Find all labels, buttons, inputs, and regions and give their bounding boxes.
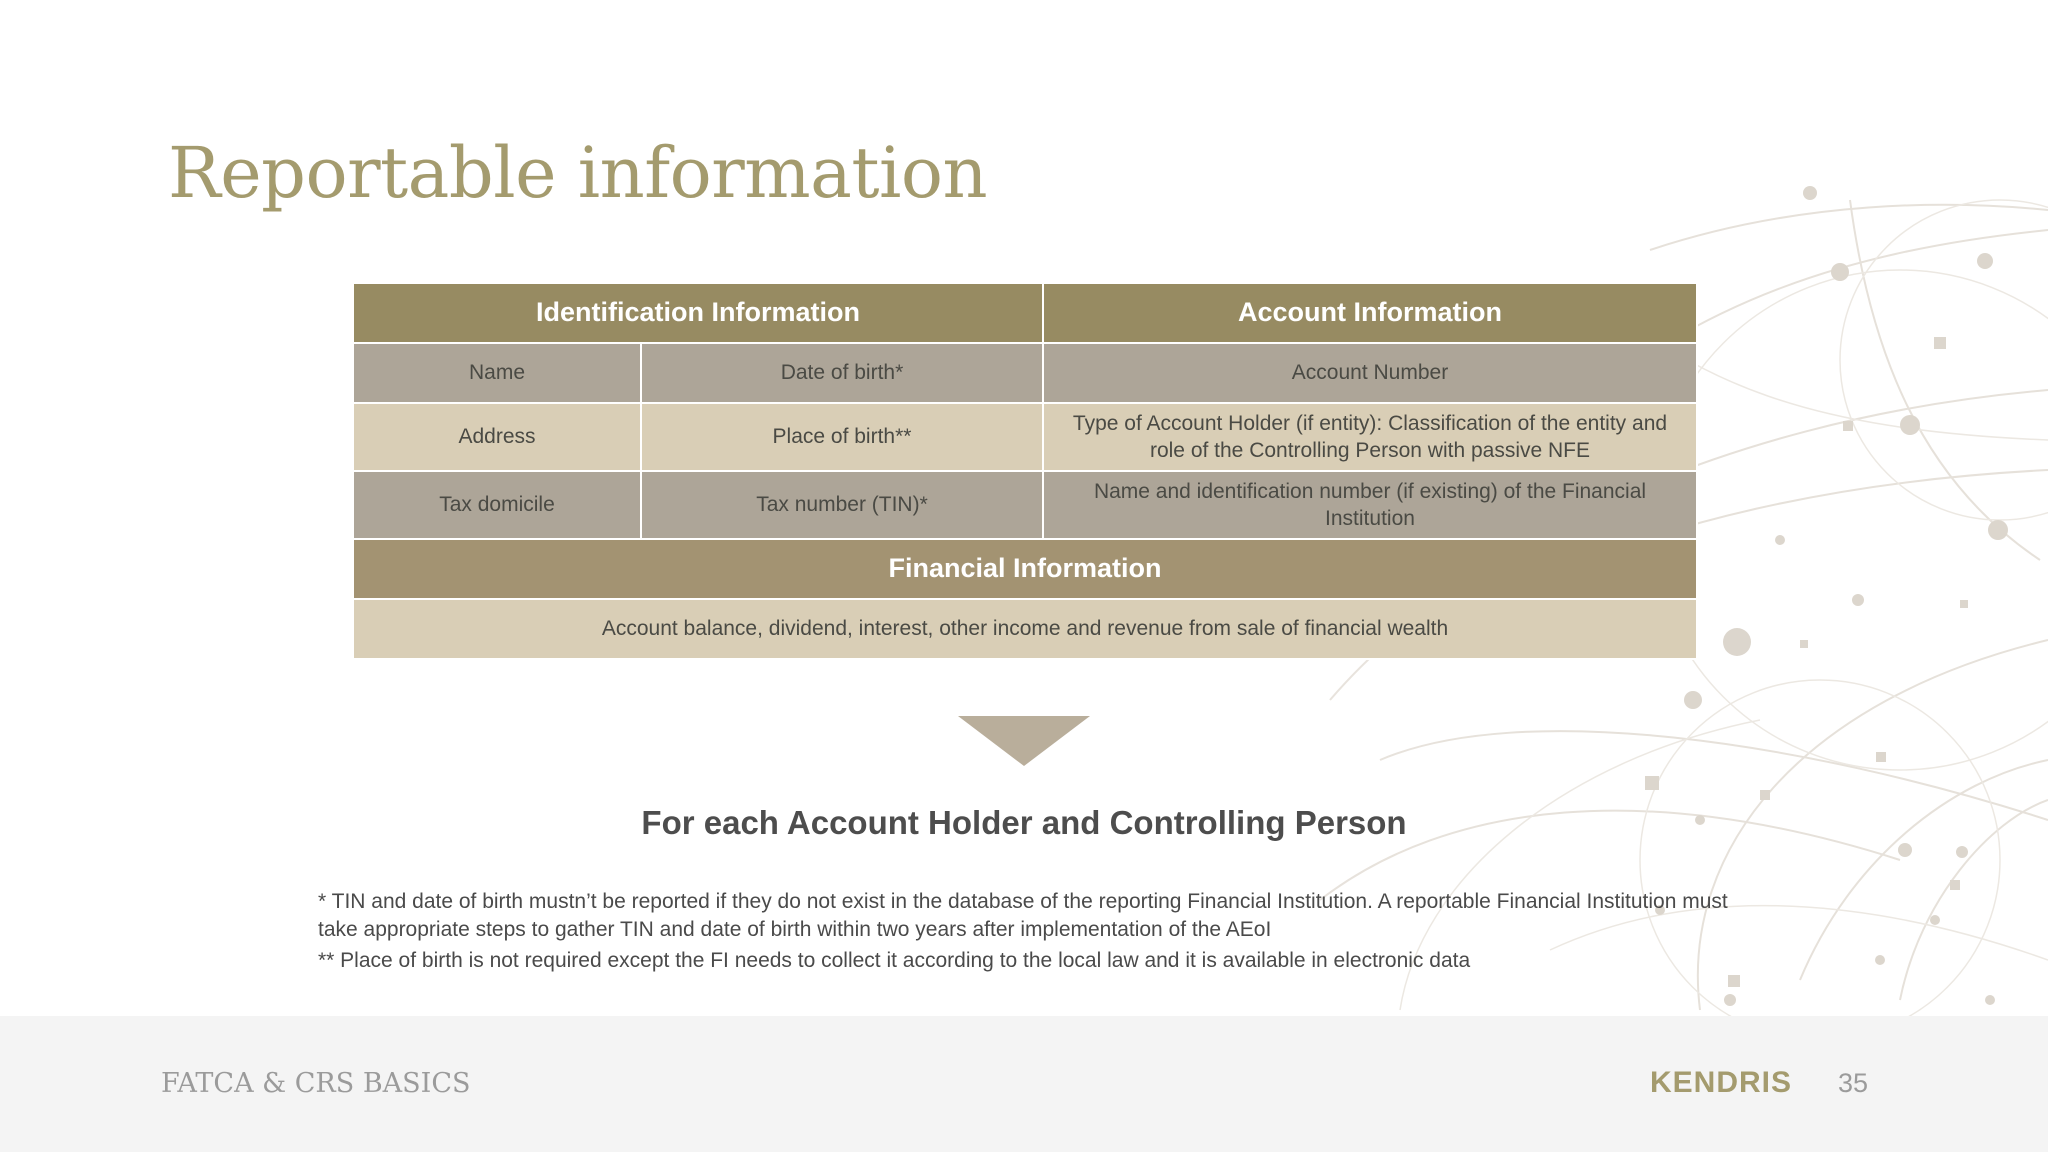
table-cell: Tax number (TIN)* bbox=[641, 471, 1043, 539]
table-cell: Tax domicile bbox=[353, 471, 641, 539]
account-information-header: Account Information bbox=[1043, 283, 1697, 343]
table-row bbox=[353, 343, 1697, 403]
reportable-information-table bbox=[352, 282, 1698, 660]
subheading: For each Account Holder and Controlling Person bbox=[641, 804, 1407, 841]
slide-title: Reportable information bbox=[168, 132, 988, 214]
table-header-row bbox=[353, 283, 1697, 343]
financial-information-header: Financial Information bbox=[353, 539, 1697, 599]
table-row bbox=[353, 471, 1697, 539]
footnote-place-of-birth: ** Place of birth is not required except the FI needs to collect it according to the local law and it is available in electronic data bbox=[318, 949, 1471, 972]
table-cell: Name and identification number (if existing) of the Financial Institution bbox=[1043, 471, 1697, 539]
table-cell: Address bbox=[353, 403, 641, 471]
financial-information-cell: Account balance, dividend, interest, other income and revenue from sale of financial wealth bbox=[353, 599, 1697, 659]
down-arrow-icon bbox=[958, 716, 1090, 766]
table-cell: Date of birth* bbox=[641, 343, 1043, 403]
kendris-logo: KENDRIS bbox=[1650, 1066, 1793, 1099]
identification-information-header: Identification Information bbox=[353, 283, 1043, 343]
table-cell: Type of Account Holder (if entity): Classification of the entity and role of the Controlling Person with passive NFE bbox=[1043, 403, 1697, 471]
financial-header-row bbox=[353, 539, 1697, 599]
footer-presentation-title: FATCA & CRS BASICS bbox=[161, 1068, 471, 1099]
table-row bbox=[353, 403, 1697, 471]
table-cell: Account Number bbox=[1043, 343, 1697, 403]
table-cell: Name bbox=[353, 343, 641, 403]
page-number: 35 bbox=[1838, 1068, 1869, 1098]
table-cell: Place of birth** bbox=[641, 403, 1043, 471]
table-row bbox=[353, 599, 1697, 659]
footnote-tin: * TIN and date of birth mustn’t be reported if they do not exist in the database of the reporting Financial Institution. A reportable Financial Institution must take appropriate steps to gather TIN and date of birth within two years after implementation of the AEoI bbox=[318, 890, 1728, 941]
